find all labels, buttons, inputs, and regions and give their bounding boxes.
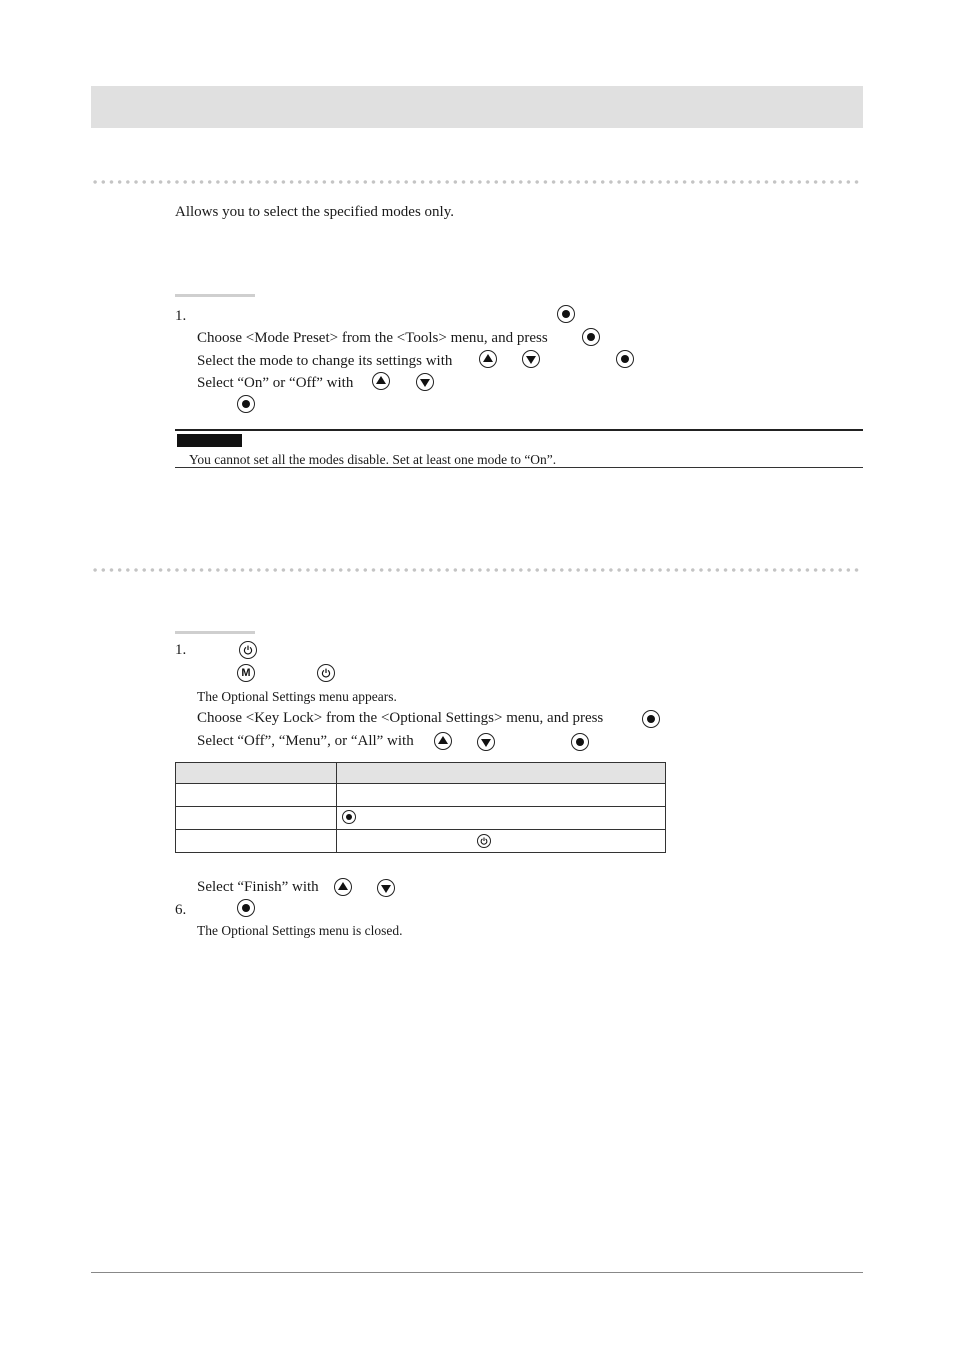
enter-button-icon bbox=[237, 395, 255, 413]
down-arrow-button-icon bbox=[416, 373, 434, 391]
step-select-lock-option: Select “Off”, “Menu”, or “All” with bbox=[197, 733, 414, 749]
down-arrow-button-icon bbox=[522, 350, 540, 368]
enter-button-icon bbox=[237, 899, 255, 917]
table-header-cell bbox=[337, 763, 666, 784]
section-divider-dots bbox=[91, 180, 863, 184]
table-cell bbox=[176, 807, 337, 830]
note-label-tag bbox=[177, 434, 242, 447]
table-row bbox=[176, 807, 666, 830]
enter-button-icon bbox=[616, 350, 634, 368]
up-arrow-button-icon bbox=[479, 350, 497, 368]
result-menu-closed: The Optional Settings menu is closed. bbox=[197, 923, 403, 938]
down-arrow-button-icon bbox=[377, 879, 395, 897]
key-lock-table bbox=[175, 762, 666, 853]
section1-description: Allows you to select the specified modes only. bbox=[175, 204, 454, 220]
step-number: 1. bbox=[175, 642, 187, 658]
step-number: 6. bbox=[175, 902, 187, 918]
footer-rule bbox=[91, 1272, 863, 1273]
step-select-mode: Select the mode to change its settings with bbox=[197, 353, 453, 369]
table-row bbox=[176, 784, 666, 807]
enter-button-icon bbox=[557, 305, 575, 323]
enter-button-icon bbox=[571, 733, 589, 751]
mode-button-icon: M bbox=[237, 664, 255, 682]
procedure-heading-bar bbox=[175, 631, 255, 634]
power-button-icon bbox=[477, 834, 491, 848]
power-button-icon bbox=[239, 641, 257, 659]
up-arrow-button-icon bbox=[334, 878, 352, 896]
up-arrow-button-icon bbox=[434, 732, 452, 750]
table-cell bbox=[337, 830, 666, 853]
table-header-cell bbox=[176, 763, 337, 784]
section-divider-dots bbox=[91, 568, 863, 572]
table-cell bbox=[176, 830, 337, 853]
enter-button-icon bbox=[582, 328, 600, 346]
step-choose-mode-preset: Choose <Mode Preset> from the <Tools> menu, and press bbox=[197, 330, 548, 346]
step-number: 1. bbox=[175, 308, 187, 324]
note-border-top bbox=[175, 429, 863, 431]
section-header-band bbox=[91, 86, 863, 128]
up-arrow-button-icon bbox=[372, 372, 390, 390]
enter-button-icon bbox=[642, 710, 660, 728]
note-text: You cannot set all the modes disable. Set at least one mode to “On”. bbox=[189, 452, 557, 467]
table-cell bbox=[337, 784, 666, 807]
result-menu-appears: The Optional Settings menu appears. bbox=[197, 689, 397, 704]
step-select-finish: Select “Finish” with bbox=[197, 879, 319, 895]
table-row bbox=[176, 830, 666, 853]
note-border-bottom bbox=[175, 467, 863, 468]
step-select-on-off: Select “On” or “Off” with bbox=[197, 375, 354, 391]
step-choose-key-lock: Choose <Key Lock> from the <Optional Settings> menu, and press bbox=[197, 710, 604, 726]
procedure-heading-bar bbox=[175, 294, 255, 297]
table-header-row bbox=[176, 763, 666, 784]
enter-button-icon bbox=[342, 810, 356, 824]
down-arrow-button-icon bbox=[477, 733, 495, 751]
table-cell bbox=[176, 784, 337, 807]
table-cell bbox=[337, 807, 666, 830]
power-button-icon bbox=[317, 664, 335, 682]
